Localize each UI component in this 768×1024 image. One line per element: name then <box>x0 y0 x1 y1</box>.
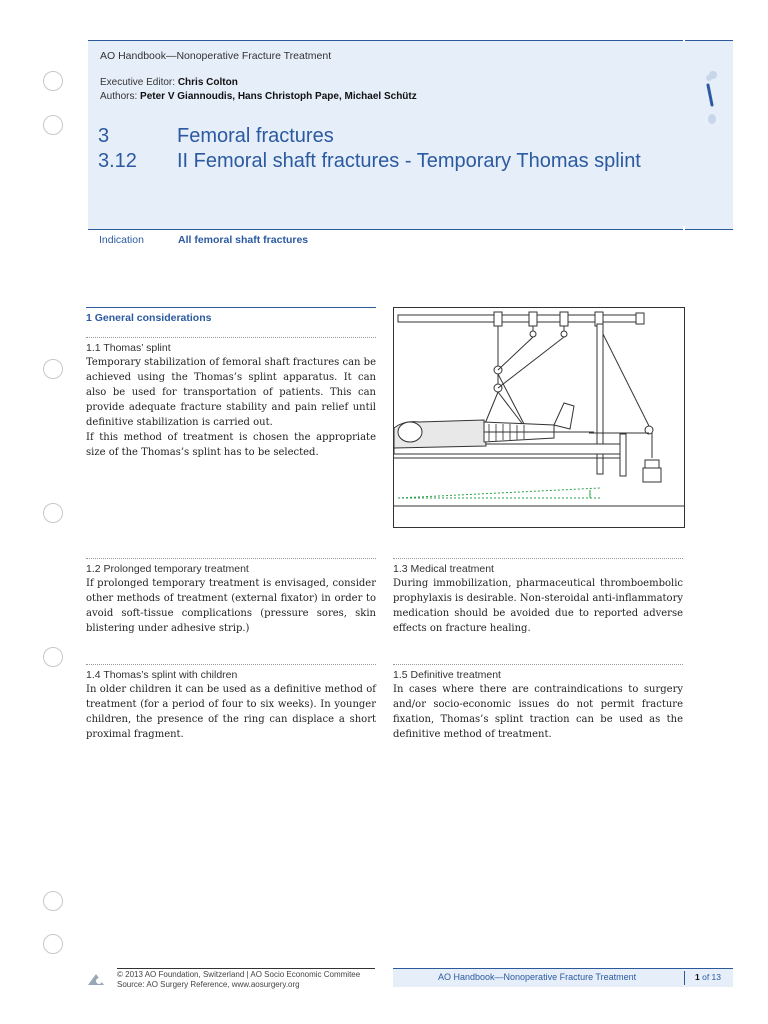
chapter-title: Femoral fractures <box>177 125 334 147</box>
punch-hole-icon <box>43 934 63 954</box>
dotted-divider <box>393 558 683 559</box>
footer-copyright <box>117 968 375 990</box>
traction-illustration <box>394 308 684 527</box>
subsection-body: If prolonged temporary treatment is envisaged, consider other methods of treatment (external fixator) in order to avoid soft-tissue complications (pressure sores, skin blistering under adhesive strip.) <box>86 578 376 634</box>
subsection-body: If this method of treatment is chosen the appropriate size of the Thomas’s splint has to be selected. <box>86 432 376 458</box>
indication-value: All femoral shaft fractures <box>178 234 309 246</box>
section-number: 3.12 <box>98 150 137 172</box>
dotted-divider <box>86 337 376 338</box>
subsection-title: 1.3 Medical treatment <box>393 563 494 575</box>
source-text: Source: AO Surgery Reference, www.aosurgery.org <box>117 980 300 989</box>
subsection-title: 1.2 Prolonged temporary treatment <box>86 563 249 575</box>
punch-hole-icon <box>43 71 63 91</box>
subsection-body: In cases where there are contraindications to surgery and/or socio-economic issues do not permit fracture fixation, Thomas’s splint traction can be used as the definitive method of treatment. <box>393 684 683 740</box>
page-indicator <box>695 972 721 982</box>
page-current: 1 <box>695 972 700 982</box>
punch-hole-icon <box>43 647 63 667</box>
section-heading: 1 General considerations <box>86 307 376 324</box>
subsection-title: 1.1 Thomas’ splint <box>86 342 171 354</box>
dotted-divider <box>393 664 683 665</box>
ao-logo-icon <box>700 69 722 129</box>
footer-bar <box>393 968 733 987</box>
subsection-title: 1.5 Definitive treatment <box>393 669 501 681</box>
indication-label: Indication <box>99 234 144 246</box>
page-total: of 13 <box>702 972 722 982</box>
section-1-4 <box>86 664 376 742</box>
subsection-body: Temporary stabilization of femoral shaft fractures can be achieved using the Thomas’s splint apparatus. It can also be used for transportation of patients. This can provide adequate fracture stability and pain relief until definitive stabilization is carried out. <box>86 357 376 428</box>
punch-hole-icon <box>43 503 63 523</box>
thomas-splint-figure <box>393 307 685 528</box>
chapter-number: 3 <box>98 125 110 147</box>
punch-hole-icon <box>43 115 63 135</box>
page-header <box>88 40 733 230</box>
section-title: II Femoral shaft fractures - Temporary Thomas splint <box>177 150 641 172</box>
section-1-3 <box>393 558 683 636</box>
punch-hole-icon <box>43 891 63 911</box>
header-divider <box>683 38 685 42</box>
header-divider <box>683 226 685 230</box>
section-1-5 <box>393 664 683 742</box>
executive-editor <box>100 77 238 88</box>
footer-divider <box>684 971 685 985</box>
punch-hole-icon <box>43 359 63 379</box>
authors-names: Peter V Giannoudis, Hans Christoph Pape, Michael Schütz <box>140 91 417 102</box>
subsection-body: During immobilization, pharmaceutical thromboembolic prophylaxis is desirable. Non-steroidal anti-inflammatory medication should be avoided due to reported adverse effects on fracture healing. <box>393 578 683 634</box>
authors <box>100 91 417 102</box>
section-1-2 <box>86 558 376 636</box>
footer-book-title: AO Handbook—Nonoperative Fracture Treatment <box>438 972 637 982</box>
authors-label: Authors: <box>100 91 138 102</box>
section-1-1 <box>86 337 376 460</box>
subsection-title: 1.4 Thomas’s splint with children <box>86 669 238 681</box>
executive-editor-label: Executive Editor: <box>100 77 176 88</box>
executive-editor-name: Chris Colton <box>177 77 238 88</box>
book-title: AO Handbook—Nonoperative Fracture Treatment <box>100 50 332 62</box>
copyright-text: © 2013 AO Foundation, Switzerland | AO Socio Economic Commitee <box>117 970 361 979</box>
dotted-divider <box>86 664 376 665</box>
ao-footer-logo-icon <box>87 972 105 986</box>
dotted-divider <box>86 558 376 559</box>
subsection-body: In older children it can be used as a definitive method of treatment (for a period of four to six weeks). In younger children, the presence of the ring can displace a short proximal fragment. <box>86 684 376 740</box>
